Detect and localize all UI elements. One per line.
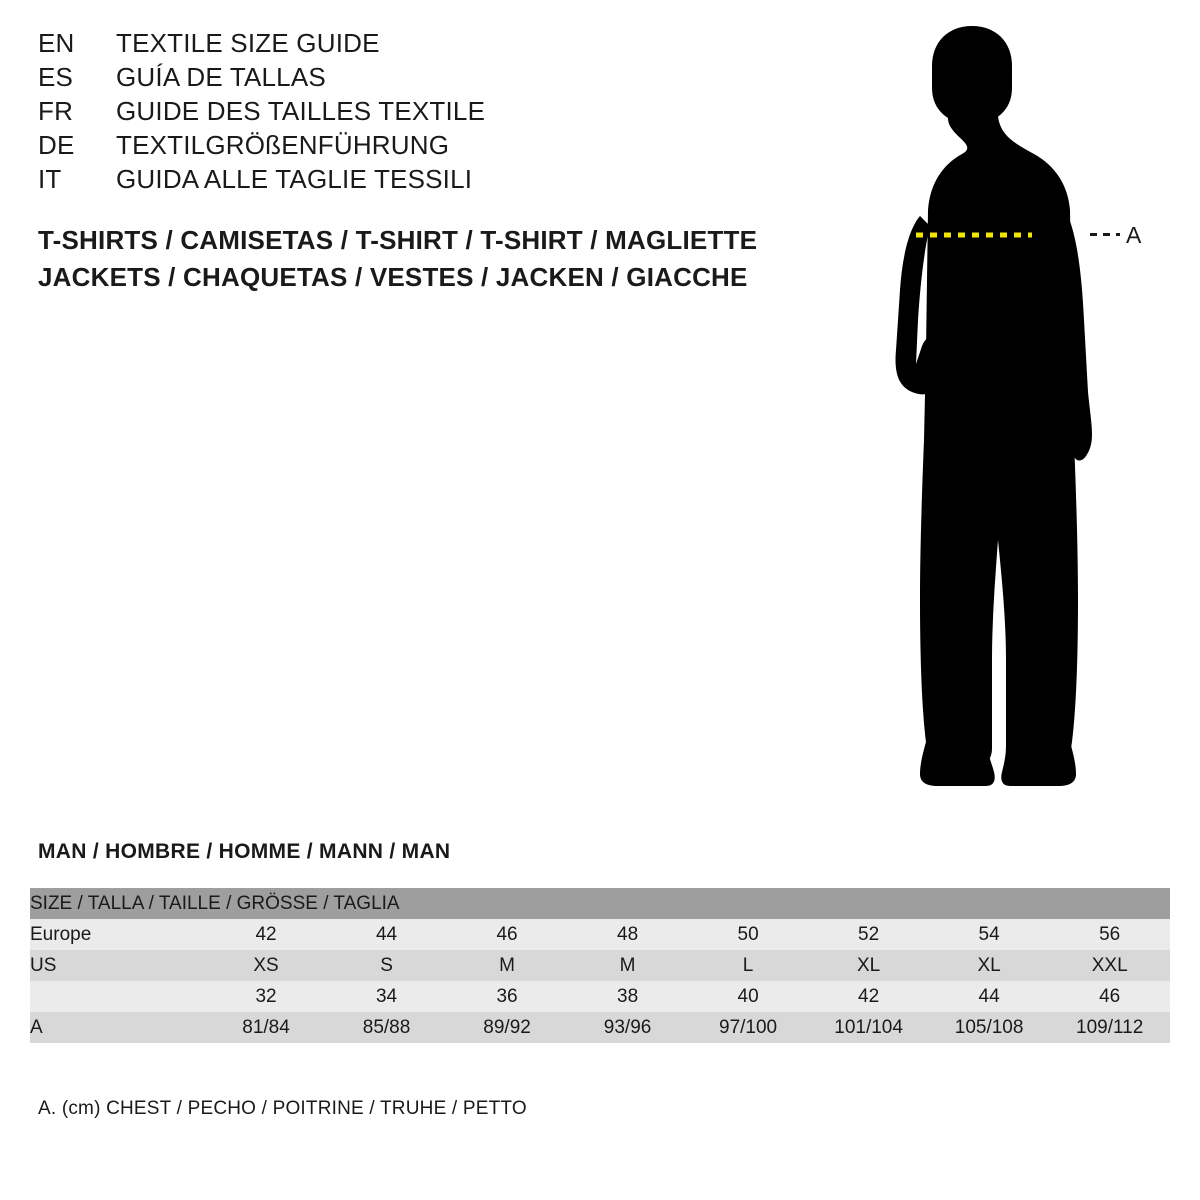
cell-us-0: XS (206, 950, 327, 981)
language-row-en (38, 28, 798, 62)
category-line-jackets: JACKETS / CHAQUETAS / VESTES / JACKEN / GIACCHE (38, 262, 748, 292)
cell-europe-7: 56 (1049, 919, 1170, 950)
table-header-label: SIZE / TALLA / TAILLE / GRÖSSE / TAGLIA (30, 888, 1170, 919)
cell-numeric-4: 40 (688, 981, 809, 1012)
cell-numeric-3: 38 (567, 981, 688, 1012)
silhouette-shape (896, 26, 1092, 786)
cell-europe-4: 50 (688, 919, 809, 950)
cell-us-4: L (688, 950, 809, 981)
cell-europe-3: 48 (567, 919, 688, 950)
cell-a-4: 97/100 (688, 1012, 809, 1043)
cell-a-5: 101/104 (808, 1012, 929, 1043)
cell-a-3: 93/96 (567, 1012, 688, 1043)
cell-a-0: 81/84 (206, 1012, 327, 1043)
cell-europe-5: 52 (808, 919, 929, 950)
cell-us-3: M (567, 950, 688, 981)
language-text-fr: GUIDE DES TAILLES TEXTILE (116, 96, 486, 126)
measure-leader-line (1090, 233, 1120, 236)
cell-numeric-6: 44 (929, 981, 1050, 1012)
table-row (30, 981, 1170, 1012)
table-row (30, 919, 1170, 950)
table-row (30, 1012, 1170, 1043)
cell-a-1: 85/88 (326, 1012, 447, 1043)
cell-numeric-5: 42 (808, 981, 929, 1012)
size-table (30, 888, 1170, 1043)
table-header-row (30, 888, 1170, 919)
row-label-us: US (30, 950, 206, 981)
body-silhouette-figure (820, 20, 1180, 800)
cell-us-5: XL (808, 950, 929, 981)
language-row-fr (38, 96, 798, 130)
cell-numeric-1: 34 (326, 981, 447, 1012)
table-row (30, 950, 1170, 981)
cell-europe-1: 44 (326, 919, 447, 950)
language-text-es: GUÍA DE TALLAS (116, 62, 326, 92)
cell-us-1: S (326, 950, 447, 981)
language-text-de: TEXTILGRÖßENFÜHRUNG (116, 130, 450, 160)
cell-a-6: 105/108 (929, 1012, 1050, 1043)
cell-us-6: XL (929, 950, 1050, 981)
language-code-de: DE (38, 130, 75, 160)
cell-europe-2: 46 (447, 919, 568, 950)
language-code-it: IT (38, 164, 62, 194)
language-code-fr: FR (38, 96, 74, 126)
cell-numeric-2: 36 (447, 981, 568, 1012)
language-row-es (38, 62, 798, 96)
cell-numeric-7: 46 (1049, 981, 1170, 1012)
cell-europe-0: 42 (206, 919, 327, 950)
language-code-es: ES (38, 62, 74, 92)
language-code-en: EN (38, 28, 75, 58)
language-row-de (38, 130, 798, 164)
category-block (38, 222, 938, 296)
cell-europe-6: 54 (929, 919, 1050, 950)
cell-a-2: 89/92 (447, 1012, 568, 1043)
cell-us-2: M (447, 950, 568, 981)
language-text-en: TEXTILE SIZE GUIDE (116, 28, 380, 58)
row-label-numeric (30, 981, 206, 1012)
cell-us-7: XXL (1049, 950, 1170, 981)
language-text-it: GUIDA ALLE TAGLIE TESSILI (116, 164, 473, 194)
measure-label-a: A (1126, 222, 1142, 248)
row-label-europe: Europe (30, 919, 206, 950)
cell-numeric-0: 32 (206, 981, 327, 1012)
language-row-it (38, 164, 798, 198)
language-header-block (38, 28, 798, 198)
category-line-tshirts: T-SHIRTS / CAMISETAS / T-SHIRT / T-SHIRT / MAGLIETTE (38, 225, 758, 255)
measurement-footnote: A. (cm) CHEST / PECHO / POITRINE / TRUHE / PETTO (38, 1098, 527, 1119)
table-section-title: MAN / HOMBRE / HOMME / MANN / MAN (38, 840, 451, 863)
cell-a-7: 109/112 (1049, 1012, 1170, 1043)
row-label-a: A (30, 1012, 206, 1043)
